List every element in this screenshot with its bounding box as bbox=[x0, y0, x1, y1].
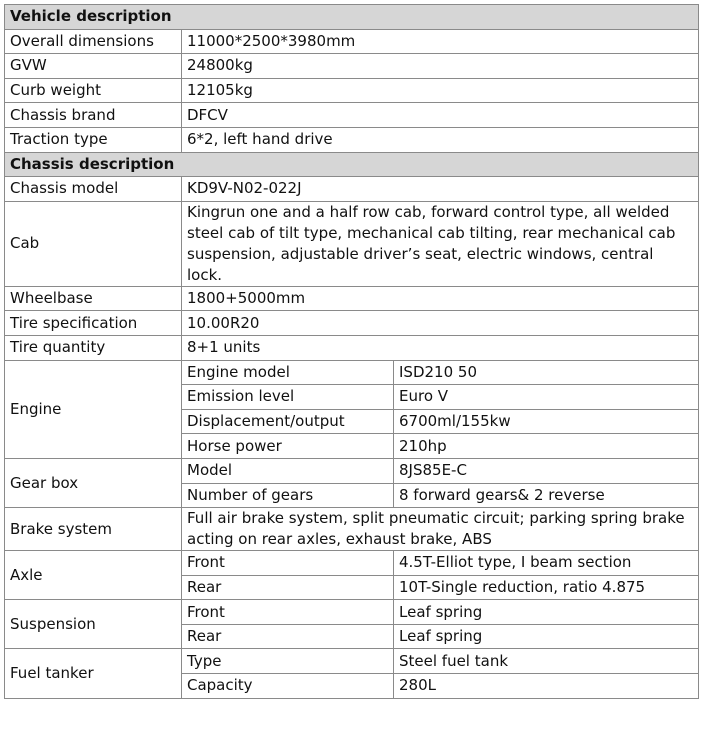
table-row bbox=[5, 649, 699, 674]
section-title: Chassis description bbox=[5, 152, 699, 177]
table-row bbox=[5, 600, 699, 625]
table-row bbox=[5, 458, 699, 483]
sub-label: Rear bbox=[182, 624, 394, 649]
sub-label: Horse power bbox=[182, 434, 394, 459]
group-label: Suspension bbox=[5, 600, 182, 649]
table-row bbox=[5, 551, 699, 576]
sub-value: 280L bbox=[394, 674, 699, 699]
table-row bbox=[5, 201, 699, 286]
table-row bbox=[5, 286, 699, 311]
sub-label: Capacity bbox=[182, 674, 394, 699]
row-value: KD9V-N02-022J bbox=[182, 177, 699, 202]
group-label: Engine bbox=[5, 360, 182, 458]
row-label: Tire quantity bbox=[5, 335, 182, 360]
section-header-vehicle bbox=[5, 5, 699, 30]
group-label: Axle bbox=[5, 551, 182, 600]
row-value: 12105kg bbox=[182, 78, 699, 103]
section-title: Vehicle description bbox=[5, 5, 699, 30]
sub-value: 8JS85E-C bbox=[394, 458, 699, 483]
row-value: 24800kg bbox=[182, 54, 699, 79]
row-value: Full air brake system, split pneumatic circuit; parking spring brake acting on rear axles, exhaust brake, ABS bbox=[182, 508, 699, 551]
row-value: Kingrun one and a half row cab, forward control type, all welded steel cab of tilt type, mechanical cab tilting, rear mechanical cab suspension, adjustable driver’s seat, electric windows, central lock. bbox=[182, 201, 699, 286]
sub-value: Steel fuel tank bbox=[394, 649, 699, 674]
sub-label: Front bbox=[182, 551, 394, 576]
sub-value: 8 forward gears& 2 reverse bbox=[394, 483, 699, 508]
sub-value: ISD210 50 bbox=[394, 360, 699, 385]
table-row bbox=[5, 311, 699, 336]
sub-value: 4.5T-Elliot type, I beam section bbox=[394, 551, 699, 576]
row-label: Wheelbase bbox=[5, 286, 182, 311]
group-label: Fuel tanker bbox=[5, 649, 182, 698]
sub-value: Leaf spring bbox=[394, 600, 699, 625]
sub-label: Rear bbox=[182, 575, 394, 600]
row-label: GVW bbox=[5, 54, 182, 79]
sub-value: 210hp bbox=[394, 434, 699, 459]
row-value: 8+1 units bbox=[182, 335, 699, 360]
row-label: Chassis model bbox=[5, 177, 182, 202]
row-label: Tire specification bbox=[5, 311, 182, 336]
row-label: Cab bbox=[5, 201, 182, 286]
section-header-chassis bbox=[5, 152, 699, 177]
table-row bbox=[5, 103, 699, 128]
sub-value: Leaf spring bbox=[394, 624, 699, 649]
sub-label: Model bbox=[182, 458, 394, 483]
row-label: Overall dimensions bbox=[5, 29, 182, 54]
sub-value: 10T-Single reduction, ratio 4.875 bbox=[394, 575, 699, 600]
table-row bbox=[5, 177, 699, 202]
row-value: 6*2, left hand drive bbox=[182, 127, 699, 152]
row-label: Traction type bbox=[5, 127, 182, 152]
table-row bbox=[5, 29, 699, 54]
sub-label: Front bbox=[182, 600, 394, 625]
sub-label: Displacement/output bbox=[182, 409, 394, 434]
sub-label: Engine model bbox=[182, 360, 394, 385]
sub-value: 6700ml/155kw bbox=[394, 409, 699, 434]
row-value: 11000*2500*3980mm bbox=[182, 29, 699, 54]
table-row bbox=[5, 78, 699, 103]
row-value: 10.00R20 bbox=[182, 311, 699, 336]
group-label: Gear box bbox=[5, 458, 182, 507]
spec-table bbox=[4, 4, 699, 699]
sub-label: Emission level bbox=[182, 385, 394, 410]
sub-label: Number of gears bbox=[182, 483, 394, 508]
table-row bbox=[5, 54, 699, 79]
table-row bbox=[5, 335, 699, 360]
row-value: DFCV bbox=[182, 103, 699, 128]
table-row bbox=[5, 127, 699, 152]
row-label: Curb weight bbox=[5, 78, 182, 103]
sub-label: Type bbox=[182, 649, 394, 674]
row-value: 1800+5000mm bbox=[182, 286, 699, 311]
row-label: Brake system bbox=[5, 508, 182, 551]
table-row bbox=[5, 360, 699, 385]
row-label: Chassis brand bbox=[5, 103, 182, 128]
table-row bbox=[5, 508, 699, 551]
sub-value: Euro V bbox=[394, 385, 699, 410]
